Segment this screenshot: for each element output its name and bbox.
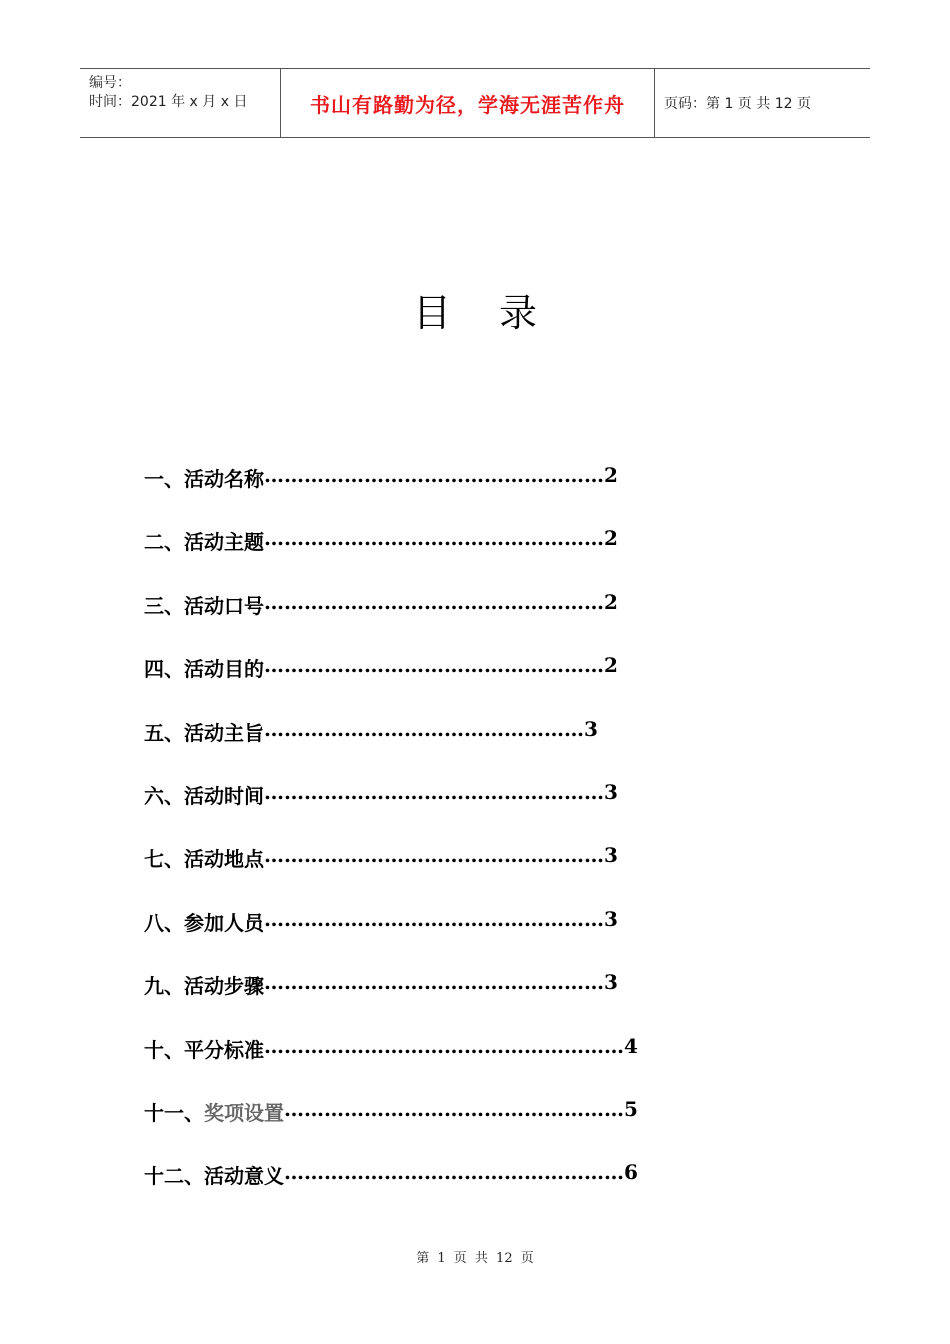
header-motto-cell: [281, 69, 655, 137]
toc-page-number: 5: [624, 1096, 638, 1121]
toc-leader-dots: ……………………………………………: [264, 970, 604, 995]
toc-page-number: 3: [604, 970, 618, 995]
toc-number: 十、: [144, 1037, 184, 1062]
toc-page-number: 2: [604, 653, 618, 678]
toc-label: 平分标准: [184, 1037, 264, 1062]
toc-page-number: 4: [624, 1033, 638, 1058]
toc-number: 三、: [144, 593, 184, 618]
toc-entry[interactable]: [144, 590, 638, 653]
toc-number: 八、: [144, 910, 184, 935]
toc-entry[interactable]: [144, 843, 638, 906]
serial-number-label: 编号：: [89, 75, 131, 91]
toc-leader-dots: …………………………………………: [264, 716, 584, 741]
toc-leader-dots: ……………………………………………: [264, 589, 604, 614]
toc-number: 七、: [144, 847, 184, 872]
toc-label: 活动意义: [204, 1164, 284, 1189]
toc-page-number: 3: [584, 716, 598, 741]
toc-entry[interactable]: [144, 907, 638, 970]
toc-leader-dots: ……………………………………………: [264, 526, 604, 551]
toc-number: 四、: [144, 657, 184, 682]
toc-page-number: 2: [604, 526, 618, 551]
header-page-info: 页码：第 1 页 共 12 页: [664, 96, 811, 112]
toc-entry[interactable]: [144, 1034, 638, 1097]
toc-leader-dots: ……………………………………………: [264, 653, 604, 678]
page-title: 目录: [412, 291, 585, 335]
page-footer: 第 1 页 共 12 页: [416, 1251, 534, 1266]
toc-entry[interactable]: [144, 1097, 638, 1160]
toc-page-number: 2: [604, 589, 618, 614]
toc-number: 一、: [144, 467, 184, 491]
toc-label: 参加人员: [184, 910, 264, 935]
toc-label: 活动名称: [184, 467, 264, 491]
toc-entry[interactable]: [144, 1160, 638, 1223]
toc-page-number: 2: [604, 463, 618, 487]
toc-label: 活动步骤: [184, 974, 264, 999]
toc-label: 活动口号: [184, 593, 264, 618]
toc-label: 活动目的: [184, 657, 264, 682]
toc-label: 活动时间: [184, 783, 264, 808]
toc-leader-dots: ……………………………………………: [264, 843, 604, 868]
toc-entry[interactable]: [144, 653, 638, 716]
toc-label: 奖项设置: [204, 1100, 284, 1125]
toc-entry[interactable]: [144, 717, 638, 780]
toc-leader-dots: ………………………………………………: [264, 1033, 624, 1058]
toc-number: 五、: [144, 720, 184, 745]
toc-number: 九、: [144, 974, 184, 999]
toc-page-number: 3: [604, 779, 618, 804]
toc-label: 活动主题: [184, 530, 264, 555]
toc-number: 二、: [144, 530, 184, 555]
toc-number: 十二、: [144, 1164, 204, 1189]
header-meta-cell: [80, 69, 281, 137]
toc-leader-dots: ……………………………………………: [264, 779, 604, 804]
page-header: [80, 68, 870, 138]
date-label: 时间：2021 年 x 月 x 日: [89, 94, 248, 110]
toc-page-number: 3: [604, 906, 618, 931]
toc-entry[interactable]: [144, 970, 638, 1033]
toc-page-number: 3: [604, 843, 618, 868]
toc-leader-dots: ……………………………………………: [284, 1096, 624, 1121]
toc-entry[interactable]: [144, 463, 638, 526]
toc-number: 十一、: [144, 1100, 204, 1125]
toc-leader-dots: ……………………………………………: [264, 906, 604, 931]
toc-label: 活动地点: [184, 847, 264, 872]
toc-leader-dots: ……………………………………………: [264, 463, 604, 487]
table-of-contents: [144, 463, 638, 1224]
toc-leader-dots: ……………………………………………: [284, 1160, 624, 1185]
toc-page-number: 6: [624, 1160, 638, 1185]
toc-entry[interactable]: [144, 780, 638, 843]
header-page-cell: [655, 69, 870, 137]
motto-text: 书山有路勤为径，学海无涯苦作舟: [310, 92, 625, 117]
toc-entry[interactable]: [144, 526, 638, 589]
toc-label: 活动主旨: [184, 720, 264, 745]
toc-number: 六、: [144, 783, 184, 808]
